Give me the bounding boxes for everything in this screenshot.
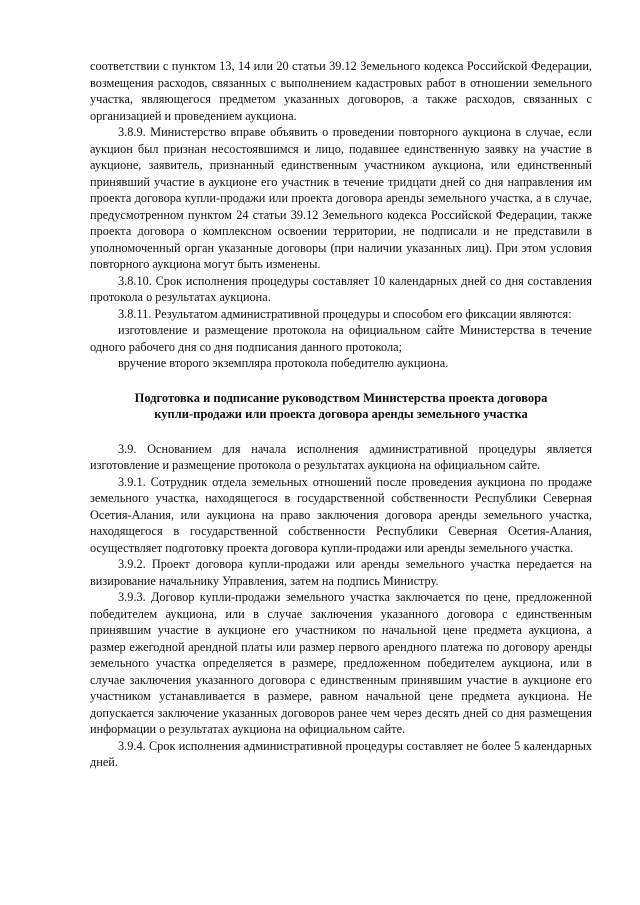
list-item-protocol-publication: изготовление и размещение протокола на официальном сайте Министерства в течение одного рабочего дня со дня подписания данного протокола; xyxy=(90,323,592,354)
paragraph-continuation: соответствии с пунктом 13, 14 или 20 статьи 39.12 Земельного кодекса Российской Федерации, возмещения расходов, связанных с выполнением кадастровых работ в отношении земельного участка, являющегося предметом указанных договоров, а также расходов, связанных с организацией и проведением аукциона. xyxy=(90,59,592,123)
section-heading xyxy=(90,390,592,423)
section-heading-line-2: купли-продажи или проекта договора аренды земельного участка xyxy=(154,407,528,421)
paragraph-3-9-4: 3.9.4. Срок исполнения административной процедуры составляет не более 5 календарных дней. xyxy=(90,738,592,769)
paragraph-3-8-9: 3.8.9. Министерство вправе объявить о проведении повторного аукциона в случае, если аукцион был признан несостоявшимся и лицо, подавшее единственную заявку на участие в аукционе, заявитель, признанный единственным участником аукциона, или единственный принявший участие в аукционе его участник в течение тридцати дней со дня направления им проекта договора купли-продажи или проекта договора аренды земельного участка, а в случае, предусмотренном пунктом 24 статьи 39.12 Земельного кодекса Российской Федерации, также проекта договора о комплексном освоении территории, не подписали и не представили в уполномоченный орган указанные договоры (при наличии указанных лиц). При этом условия повторного аукциона могут быть изменены. xyxy=(90,125,592,271)
paragraph-3-9-2: 3.9.2. Проект договора купли-продажи или аренды земельного участка передается на визирование начальнику Управления, затем на подпись Министру. xyxy=(90,557,592,588)
document-page xyxy=(90,58,592,771)
paragraph-3-9: 3.9. Основанием для начала исполнения административной процедуры является изготовление и размещение протокола о результатах аукциона на официальном сайте. xyxy=(90,441,592,472)
section-heading-line-1: Подготовка и подписание руководством Министерства проекта договора xyxy=(134,390,548,405)
list-item-protocol-delivery: вручение второго экземпляра протокола победителю аукциона. xyxy=(118,356,449,370)
paragraph-3-9-1: 3.9.1. Сотрудник отдела земельных отношений после проведения аукциона по продаже земельного участка, находящегося в государственной собственности Республики Северная Осетия-Алания, или аукциона на право заключения договора аренды земельного участка, находящегося в государственной собственности Республики Северная Осетия-Алания, осуществляет подготовку проекта договора купли-продажи или аренды земельного участка. xyxy=(90,474,592,555)
paragraph-3-9-3: 3.9.3. Договор купли-продажи земельного участка заключается по цене, предложенной победителем аукциона, или в случае заключения указанного договора с единственным принявшим участие в аукционе его участником по начальной цене предмета аукциона, а размер ежегодной арендной платы или размер первого арендного платежа по договору аренды земельного участка определяется в размере, предложенном победителем аукциона, или в случае заключения указанного договора с единственным принявшим участие в аукционе его участником устанавливается в размере, равном начальной цене предмета аукциона. Не допускается заключение указанных договоров ранее чем через десять дней со дня размещения информации о результатах аукциона на официальном сайте. xyxy=(90,590,592,736)
paragraph-3-8-11: 3.8.11. Результатом административной процедуры и способом его фиксации являются: xyxy=(118,306,572,321)
paragraph-3-8-10: 3.8.10. Срок исполнения процедуры составляет 10 календарных дней со дня составления протокола о результатах аукциона. xyxy=(90,273,592,304)
